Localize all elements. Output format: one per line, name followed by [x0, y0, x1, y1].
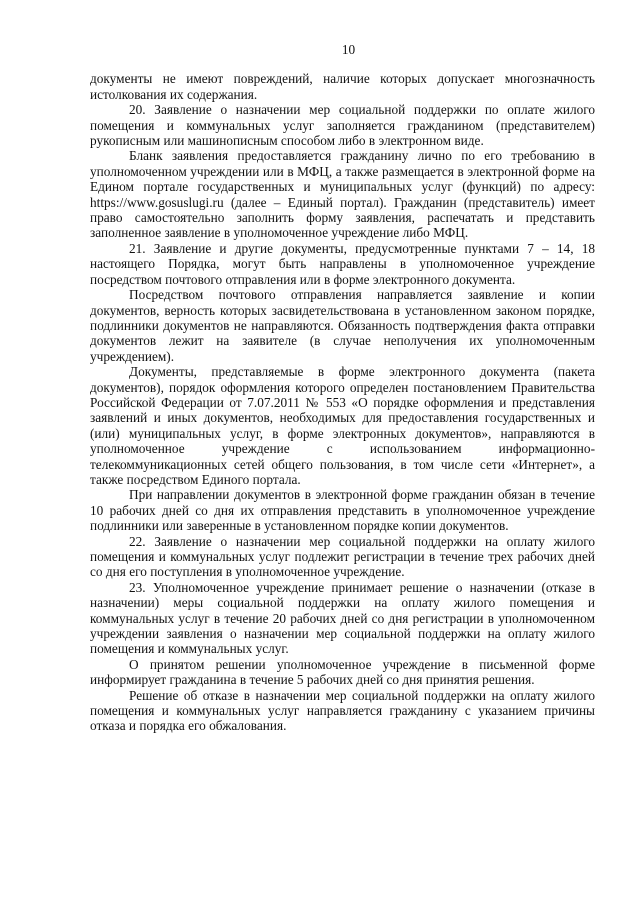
paragraph-decision-notice: О принятом решении уполномоченное учреждение в письменной форме информирует гражданина в течение 5 рабочих дней со дня принятия решения.	[90, 656, 595, 688]
paragraph-item-20: 20. Заявление о назначении мер социальной поддержки по оплате жилого помещения и коммунальных услуг заполняется гражданином (представителем) рукописным или машинописным способом либо в электронном виде.	[90, 102, 595, 149]
page-number: 10	[341, 42, 356, 57]
paragraph-electronic-documents: Документы, представляемые в форме электронного документа (пакета документов), порядок оформления которого определен постановлением Правительства Российской Федерации от 7.07.2011 № 553 «О порядке оформления и представления заявлений и иных документов, необходимых для предоставления государственных и (или) муниципальных услуг, в форме электронных документов», направляются в уполномоченное учреждение с использованием информационно-телекоммуникационных сетей общего пользования, в том числе сети «Интернет», а также посредством Единого портала.	[90, 364, 595, 487]
paragraph-form-availability: Бланк заявления предоставляется гражданину лично по его требованию в уполномоченном учреждении или в МФЦ, а также размещается в электронной форме на Едином портале государственных и муниципальных услуг (функций) по адресу: https://www.gosuslugi.ru (далее – Единый портал). Гражданин (представитель) имеет право самостоятельно заполнить форму заявления, распечатать и представить заполненное заявление в уполномоченное учреждение либо МФЦ.	[90, 148, 595, 241]
paragraph-item-22: 22. Заявление о назначении мер социальной поддержки на оплату жилого помещения и коммунальных услуг подлежит регистрации в течение трех рабочих дней со дня его поступления в уполномоченное учреждение.	[90, 533, 595, 580]
paragraph-refusal-notice: Решение об отказе в назначении мер социальной поддержки на оплату жилого помещения и коммунальных услуг направляется гражданину с указанием причины отказа и порядка его обжалования.	[90, 687, 595, 734]
paragraph-electronic-originals: При направлении документов в электронной форме гражданин обязан в течение 10 рабочих дней со дня их отправления представить в уполномоченное учреждение подлинники или заверенные в установленном порядке копии документов.	[90, 487, 595, 534]
paragraph-postal-submission: Посредством почтового отправления направляется заявление и копии документов, верность которых засвидетельствована в установленном законом порядке, подлинники документов не направляются. Обязанность подтверждения факта отправки документов лежит на заявителе (в случае неполучения их уполномоченным учреждением).	[90, 287, 595, 364]
paragraph-item-21: 21. Заявление и другие документы, предусмотренные пунктами 7 – 14, 18 настоящего Порядка, могут быть направлены в уполномоченное учреждение посредством почтового отправления или в форме электронного документа.	[90, 240, 595, 287]
paragraph-item-23: 23. Уполномоченное учреждение принимает решение о назначении (отказе в назначении) меры социальной поддержки на оплату жилого помещения и коммунальных услуг в течение 20 рабочих дней со дня регистрации в уполномоченном учреждении заявления о назначении мер социальной поддержки на оплату жилого помещения и коммунальных услуг.	[90, 579, 595, 657]
document-page	[90, 42, 595, 734]
paragraph-continuation: документы не имеют повреждений, наличие которых допускает многозначность истолкования их содержания.	[90, 71, 595, 102]
